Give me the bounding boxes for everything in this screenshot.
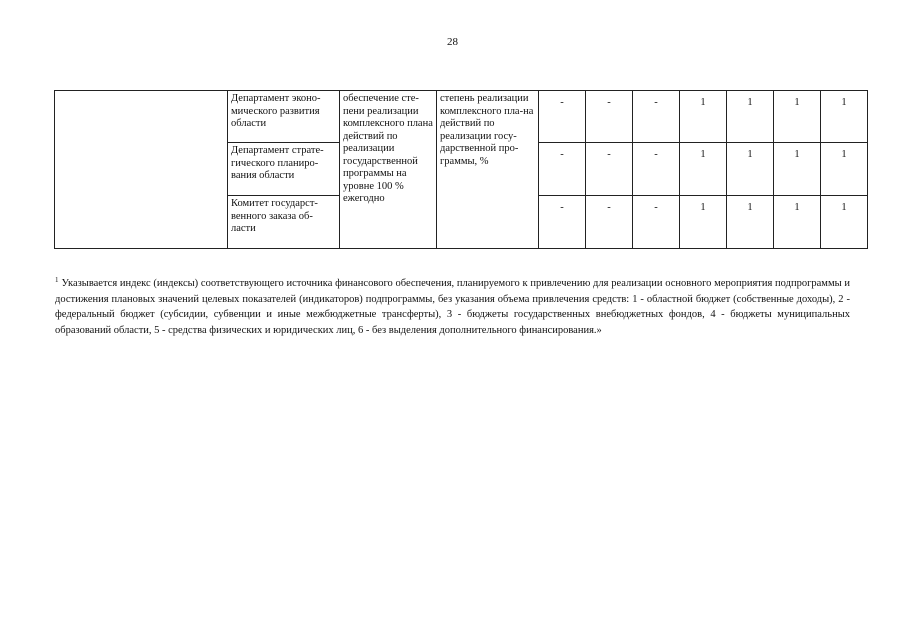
value-cell: - [539, 196, 586, 249]
executor-cell: Департамент эконо-мического развития области [228, 91, 340, 143]
blank-left-cell [55, 91, 228, 249]
footnote-marker: 1 [55, 276, 59, 284]
value-cell: 1 [821, 91, 868, 143]
program-table [54, 90, 868, 249]
value-cell: - [586, 196, 633, 249]
value-cell: 1 [727, 91, 774, 143]
executor-cell: Комитет государст-венного заказа об-ласти [228, 196, 340, 249]
value-cell: 1 [774, 91, 821, 143]
value-cell: 1 [680, 196, 727, 249]
value-cell: 1 [774, 196, 821, 249]
value-cell: 1 [680, 143, 727, 196]
value-cell: 1 [680, 91, 727, 143]
footnote-text: Указывается индекс (индексы) соответствующего источника финансового обеспечения, планируемого к привлечению для реализации основного мероприятия подпрограммы и достижения плановых значений целевых показателей (индикаторов) подпрограммы, без указания объема привлечения средств: 1 - областной бюджет (собственные доходы), 2 - федеральный бюджет (субсидии, субвенции и иные межбюджетные трансферты), 3 - бюджеты государственных внебюджетных фондов, 4 - бюджеты муниципальных образований области, 5 - средства физических и юридических лиц, 6 - без выделения дополнительного финансирования.» [55, 278, 850, 336]
value-cell: - [633, 91, 680, 143]
executor-cell: Департамент страте-гического планиро-вания области [228, 143, 340, 196]
value-cell: - [586, 91, 633, 143]
footnote [55, 273, 850, 338]
value-cell: 1 [774, 143, 821, 196]
page-number: 28 [447, 36, 458, 48]
value-cell: - [539, 143, 586, 196]
value-cell: 1 [727, 196, 774, 249]
value-cell: - [633, 196, 680, 249]
value-cell: 1 [821, 143, 868, 196]
value-cell: - [633, 143, 680, 196]
value-cell: - [539, 91, 586, 143]
value-cell: - [586, 143, 633, 196]
value-cell: 1 [727, 143, 774, 196]
indicator-cell: степень реализации комплексного пла-на действий по реализации госу-дарственной про-граммы, % [437, 91, 539, 249]
table-row [55, 91, 868, 143]
event-cell: обеспечение сте-пени реализации комплексного плана действий по реализации государственной программы на уровне 100 % ежегодно [340, 91, 437, 249]
value-cell: 1 [821, 196, 868, 249]
